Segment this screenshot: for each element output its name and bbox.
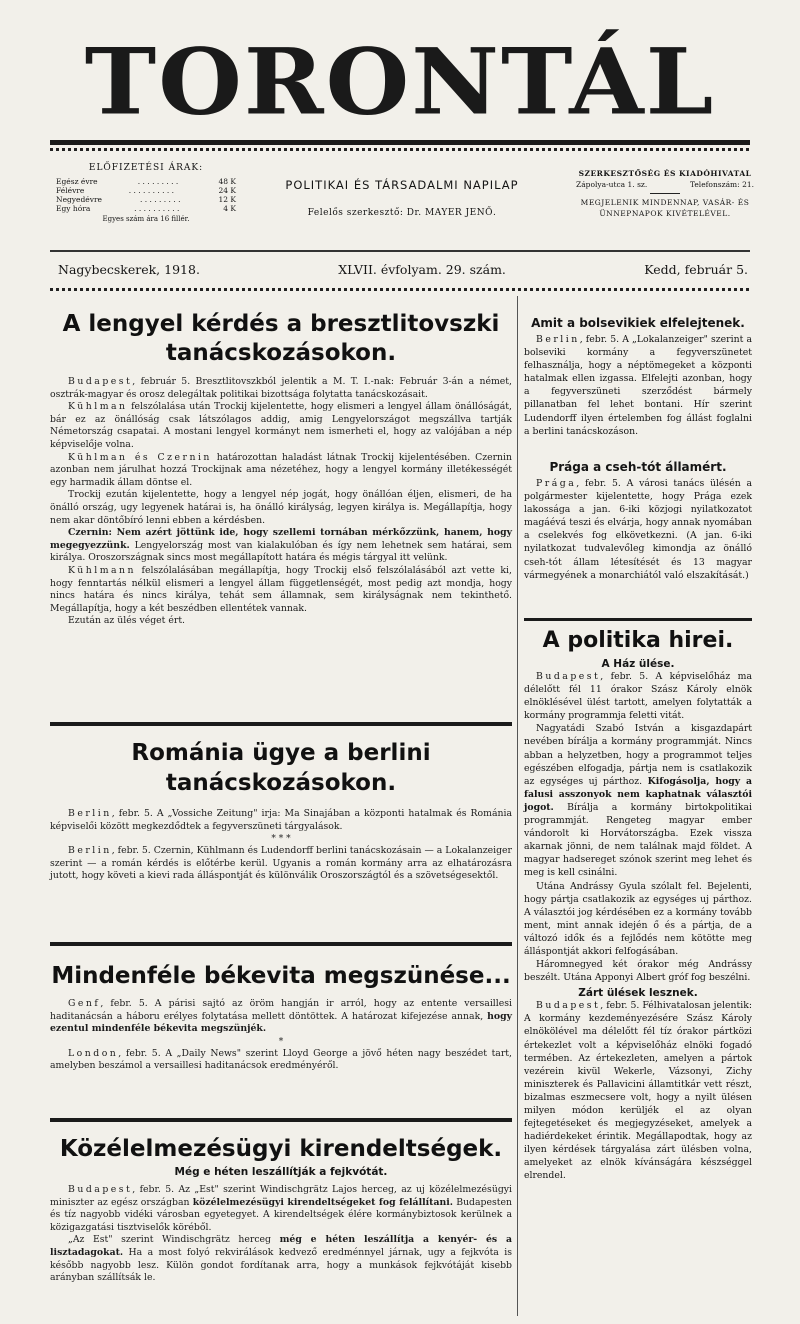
- column-separator: [517, 296, 518, 1316]
- article-political-news: [524, 626, 752, 1183]
- masthead-title: TORONTÁL: [84, 27, 716, 136]
- office-title: SZERKESZTŐSÉG ÉS KIADÓHIVATAL: [578, 169, 752, 178]
- editor-line: Felelős szerkesztő: Dr. MAYER JENŐ.: [307, 208, 497, 218]
- article-subheadline: A Ház ülése.: [601, 658, 675, 670]
- article-body: Budapest, febr. 5. A képviselőház ma délelőtt fél 11 órakor Szász Károly elnök elnöklésével ülést tartott, amelyen folytatták a kormány programmja feletti vitát. Nagyatádi Szabó István a kisgazdapárt nevében bírálja a kormány programmját. Nincs abban a helyzetben, hogy a programmot teljes egészében elfogadja, pártja nem is csatlakozik az egységes uj párthoz. Kifogásolja, hogy a falusi asszonyok nem kaphatnak választói jogot. Bírálja a kormány birtokpolitikai programmját. Rengeteg magyar ember vándorolt ki Horvátországba. Ezek vissza akarnak jönni, de nem találnak majd földet. A magyar hadsereget szónok szerint meg lehet és meg is kell csinálni. Utána Andrássy Gyula szólalt fel. Bejelenti, hogy pártja csatlakozik az egységes uj párthoz. A választói jog kérdésében ez a kormány tovább ment, mint annak idején ő és a pártja, de a változó idők és a fejlődés nem kötötte meg álláspontját akkori felfogásában. Háromnegyed két órakor még Andrássy beszélt. Utána Apponyi Albert gróf fog beszélni.: [524, 671, 752, 984]
- article-headline: A politika hirei.: [542, 628, 734, 653]
- subscription-prices: [56, 164, 236, 224]
- section-rule: [50, 722, 512, 726]
- article-body: Berlin, febr. 5. A „Vossiche Zeitung" irja: Ma Sinajában a központi hatalmak és Románia képviselői között megkezdődtek a fegyverszüneti tárgyalások. * * * Berlin, febr. 5. Czernin, Kühlmann és Ludendorff berlini tanácskozásain — a Lokalanzeiger szerint — a román kérdés is előtérbe kerül. Ugyanis a román kormány arra az elhatározásra jutott, hogy követi a kievi rada álláspontját és különválik Oroszországtól és a szövetségesektől.: [50, 808, 512, 882]
- article-body: Prága, febr. 5. A városi tanács ülésén a polgármester kijelentette, hogy Prága ezek lakossága a jan. 6-iki közjogi nyilatkozatot magáévá teszi és elvárja, hogy annak nyomában a cselekvés fog elkövetkezni. (A jan. 6-iki nyilatkozat tudvalevőleg kimondja az önálló cseh-tót állam létesítését és 13 magyar vármegyének a monarchiától való elszakítását.): [524, 478, 752, 581]
- price-value: 12 K: [218, 195, 236, 204]
- office-info: [576, 168, 754, 219]
- dateline-top-rule: [50, 250, 750, 252]
- section-rule: [524, 618, 752, 621]
- price-period: Félévre: [56, 186, 85, 195]
- article-polish-question: [50, 310, 512, 628]
- article-food-supply: [50, 1134, 512, 1285]
- price-value: 24 K: [218, 186, 236, 195]
- article-body: Berlin, febr. 5. A „Lokalanzeiger" szerint a bolseviki kormány a fegyverszünetet felhasználja, hogy a néptömegeket a központi hatalmak ellen izgassa. Elfelejti azonban, hogy a fegyverszüneti szerződést bármely pillanatban fel lehet bontani. Hír szerint Ludendorff ilyen értelemben fog állást foglalni a berlini tanácskozáson.: [524, 334, 752, 437]
- price-row: Egy hóra . . . . . . . . . . 4 K: [56, 204, 236, 213]
- subscription-heading: ELŐFIZETÉSI ÁRAK:: [88, 163, 204, 173]
- price-period: Egy hóra: [56, 204, 91, 213]
- article-prague: [524, 460, 752, 582]
- masthead-center: [252, 178, 552, 218]
- article-headline: Mindenféle békevita megszünése...: [51, 963, 511, 989]
- section-rule: [50, 942, 512, 946]
- article-headline: Amit a bolsevikiek elfelejtenek.: [531, 316, 745, 330]
- dateline-place: Nagybecskerek, 1918.: [58, 262, 200, 277]
- article-headline: Románia ügye a berlini tanácskozásokon.: [131, 740, 431, 796]
- article-subheadline: Zárt ülések lesznek.: [578, 987, 698, 1000]
- price-value: 48 K: [218, 177, 236, 186]
- single-issue-price: Egyes szám ára 16 fillér.: [102, 215, 190, 223]
- article-body: Budapest, febr. 5. Az „Est" szerint Windischgrätz Lajos herceg, az uj közélelmezésügyi miniszter az egész országban közélelmezésügyi kirendeltségeket fog felállítani. Budapesten és tíz nagyobb vidéki városban egyetegyet. A kirendeltségek élére kormánybiztosok kerülnek a közigazgatási tisztviselők köréből. „Az Est" szerint Windischgrätz herceg még e héten leszállítja a kenyér- és a lisztadagokat. Ha a most folyó rekvirálások kedvező eredménnyel járnak, ugy a fejkvóta is később nagyobb lesz. Külön gondot fordítanak arra, hogy a munkások fejkvótáját kisebb arányban szállítsák le.: [50, 1184, 512, 1284]
- article-body: Genf, febr. 5. A párisi sajtó az öröm hangján ir arról, hogy az entente versaillesi haditanácsán a háboru erélyes folytatása mellett döntöttek. A határozat kifejezése annak, hogy ezentul mindenféle békevita megszünjék. * London, febr. 5. A „Daily News" szerint Lloyd George a jövő héten nagy beszédet tart, amelyben beszámol a versaillesi haditanácsok eredményéről.: [50, 998, 512, 1072]
- article-bolsheviks: [524, 316, 752, 438]
- price-row: Egész évre . . . . . . . . . 48 K: [56, 177, 236, 186]
- price-row: Félévre . . . . . . . . . . 24 K: [56, 186, 236, 195]
- divider: [650, 193, 680, 194]
- price-row: Negyedévre . . . . . . . . . 12 K: [56, 195, 236, 204]
- dateline-date: Kedd, február 5.: [644, 262, 748, 277]
- dateline: [58, 262, 748, 277]
- dateline-bottom-rule: [50, 288, 750, 291]
- dateline-volume: XLVII. évfolyam. 29. szám.: [338, 262, 506, 277]
- article-romania: [50, 738, 512, 883]
- article-peace-debate: [50, 960, 512, 1073]
- masthead-rule: [50, 140, 750, 145]
- price-value: 4 K: [223, 204, 236, 213]
- office-address: Zápolya-utca 1. sz.: [576, 180, 648, 189]
- tagline: POLITIKAI ÉS TÁRSADALMI NAPILAP: [285, 178, 519, 192]
- section-rule: [50, 1118, 512, 1122]
- article-subheadline: Még e héten leszállítják a fejkvótát.: [174, 1166, 388, 1178]
- price-period: Egész évre: [56, 177, 98, 186]
- price-period: Negyedévre: [56, 195, 102, 204]
- article-headline: Közélelmezésügyi kirendeltségek.: [59, 1136, 503, 1162]
- article-body: Budapest, febr. 5. Félhivatalosan jelentik: A kormány kezdeményezésére Szász Károly elnökölével ma délelőtt fél tíz órakor pártközi értekezlet volt a képviselőház elnöki fogadó termében. Az értekezleten, amelyen a pártok vezérein kivül Wekerle, Vázsonyi, Zichy miniszterek és Pallavicini államtitkár vett részt, bizalmas eszmecsere volt, hogy a nyilt ülésen milyen módon kerüljék el az olyan fejtegetéseket és megjegyzéseket, amelyek a hadiérdekeket érintik. Megállapodtak, hogy az ilyen kérdések tárgyalása zárt ülésben volna, amelyeket az elnök kívánságára készséggel elrendel.: [524, 1000, 752, 1182]
- office-phone: Telefonszám: 21.: [689, 180, 754, 189]
- masthead-dotted-rule: [50, 148, 750, 151]
- article-headline: A lengyel kérdés a bresztlitovszki tanácskozásokon.: [62, 311, 500, 366]
- article-headline: Prága a cseh-tót államért.: [549, 460, 727, 474]
- appearance-note: MEGJELENIK MINDENNAP, VASÁR- ÉS ÜNNEPNAPOK KIVÉTELÉVEL.: [580, 198, 750, 218]
- article-body: Budapest, február 5. Bresztlitovszkból jelentik a M. T. I.-nak: Február 3-án a német, osztrák-magyar és orosz delegáltak politikai bizottsága folytatta tanácskozásait. Kühlman felszólalása után Trockij kijelentette, hogy elismeri a lengyel állam önállóságát, bár ez az önállóság csak látszólagos addig, amig Lengyelországot megszállva tartják Németország csapatai. A mostani lengyel kormányt nem ismerheti el, hogy az valójában a nép képviselője volna. Kühlman és Czernin határozottan haladást látnak Trockij kijelentésében. Czernin azonban nem járulhat hozzá Trockijnak ama nézetéhez, hogy a lengyel kormány illetékességét egy harmadik állam döntse el. Trockij ezután kijelentette, hogy a lengyel nép jogát, hogy önállóan éljen, elismeri, de ha önálló ország, ugy legyenek határai is, ha önálló királyság, legyen királya is. Megállapítja, hogy nem akar döntőbíró lenni ebben a kérdésben. Czernin: Nem azért jöttünk ide, hogy szellemi tornában mérkőzzünk, hanem, hogy megegyezzünk. Lengyelország most van kialakulóban és így nem lehetnek sem határai, sem királya. Oroszországnak sincs most megállapított határa és mégis tárgyal itt velünk. Kühlmann felszólalásában megállapítja, hogy Trockij első felszólalásából azt vette ki, hogy fenntartás nélkül elismeri a lengyel állam függetlenségét, most pedig azt mondja, hogy nincs határa és nincs királya, tehát sem államnak, sem királyságnak nem tekinthető. Megállapítja, hogy a két beszédben ellentétek vannak. Ezután az ülés véget ért.: [50, 376, 512, 627]
